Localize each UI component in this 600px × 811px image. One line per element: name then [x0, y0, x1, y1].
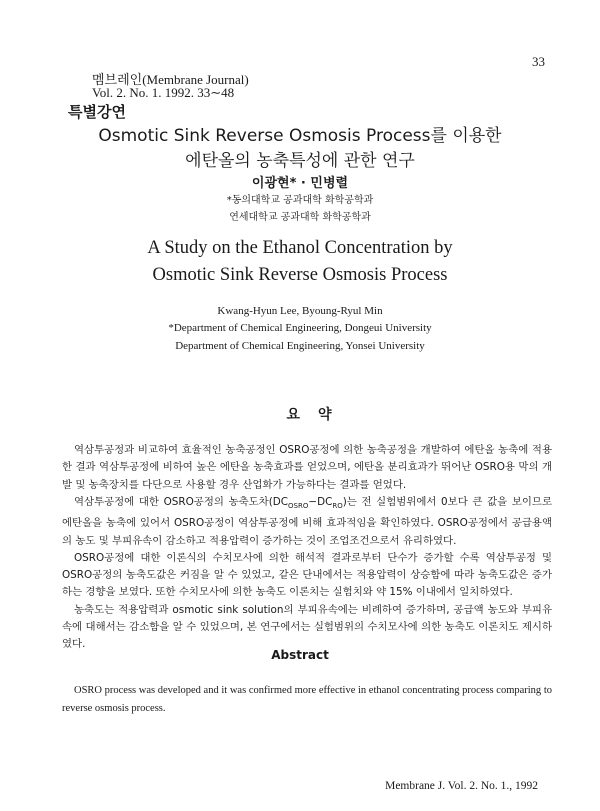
english-title-line-2: Osmotic Sink Reverse Osmosis Process: [152, 265, 448, 285]
korean-abstract-paragraph-1: 역삼투공정과 비교하여 효율적인 농축공정인 OSRO공정에 의한 농축공정을 개발하여 에탄올 농축에 적용한 결과 역삼투공정에 비하여 높은 에탄올 농축효과를 얻었으며, 에탄올 분리효과가 뛰어난 OSRO용 막의 개발 및 농축장치를 다단으로 사용할 경우 산업화가 가능하다는 결과를 얻었다.: [62, 444, 552, 491]
korean-title-line-1: Osmotic Sink Reverse Osmosis Process를 이용한: [98, 126, 502, 146]
korean-authors: 이광현* · 민병렬: [251, 176, 349, 191]
paragraph-text: 역삼투공정에 대한 OSRO공정의 농축도차(DC: [74, 495, 289, 508]
journal-name: 멤브레인(Membrane Journal): [92, 72, 249, 87]
korean-affiliation-1: *동의대학교 공과대학 화학공학과: [226, 195, 374, 206]
english-abstract: [62, 682, 552, 718]
korean-abstract-heading: 요약: [286, 407, 350, 423]
section-label: 특별강연: [68, 103, 126, 121]
subscript-ro: RO: [332, 501, 343, 510]
journal-volume: Vol. 2. No. 1. 1992. 33∼48: [92, 85, 235, 100]
korean-title-line-2: 에탄올의 농축특성에 관한 연구: [185, 151, 415, 171]
english-authors: Kwang-Hyun Lee, Byoung-Ryul Min: [217, 305, 383, 317]
korean-affiliation-2: 연세대학교 공과대학 화학공학과: [229, 212, 371, 223]
korean-abstract-paragraph-2: [62, 494, 552, 550]
footer-citation: Membrane J. Vol. 2. No. 1., 1992: [385, 780, 538, 792]
subscript-osro: OSRO: [288, 501, 309, 510]
english-abstract-heading: Abstract: [271, 648, 329, 662]
english-affiliation-2: Department of Chemical Engineering, Yonsei University: [175, 340, 425, 352]
korean-abstract: [62, 442, 552, 654]
english-affiliation-1: *Department of Chemical Engineering, Dongeui University: [168, 322, 432, 334]
paragraph-text: )는 전 실험범위에서 0보다 큰 값을 보이므로 에탄올을 농축에 있어서 OSRO공정이 역삼투공정에 비해 효과적임을 확인하였다. OSRO공정에서 공급용액의 농도 및 부피유속이 감소하고 적용압력이 증가하는 것이 조업조건으로서 유리하였다.: [62, 495, 553, 547]
english-title-line-1: A Study on the Ethanol Concentration by: [147, 238, 453, 258]
korean-abstract-paragraph-3: OSRO공정에 대한 이론식의 수치모사에 의한 해석적 결과로부터 단수가 증가할 수록 역삼투공정 및 OSRO공정의 농축도값은 커짐을 알 수 있었고, 같은 단내에서는 적용압력이 상승함에 따라 농축도값은 증가하는 경향을 보였다. 또한 수치모사에 의한 농축도 이론치는 실험치와 약 15% 이내에서 일치하였다.: [62, 551, 552, 599]
korean-abstract-paragraph-4: 농축도는 적용압력과 osmotic sink solution의 부피유속에는 비례하여 증가하며, 공급액 농도와 부피유속에 대해서는 감소함을 알 수 있었으며, 본 연구에서는 실험범위의 수치모사에 의한 농축도 이론치도 제시하였다.: [62, 603, 552, 651]
page-number: 33: [532, 54, 545, 69]
paragraph-text: −DC: [308, 495, 333, 508]
english-abstract-paragraph-1: OSRO process was developed and it was confirmed more effective in ethanol concentrating process comparing to reverse osmosis process.: [62, 685, 552, 714]
